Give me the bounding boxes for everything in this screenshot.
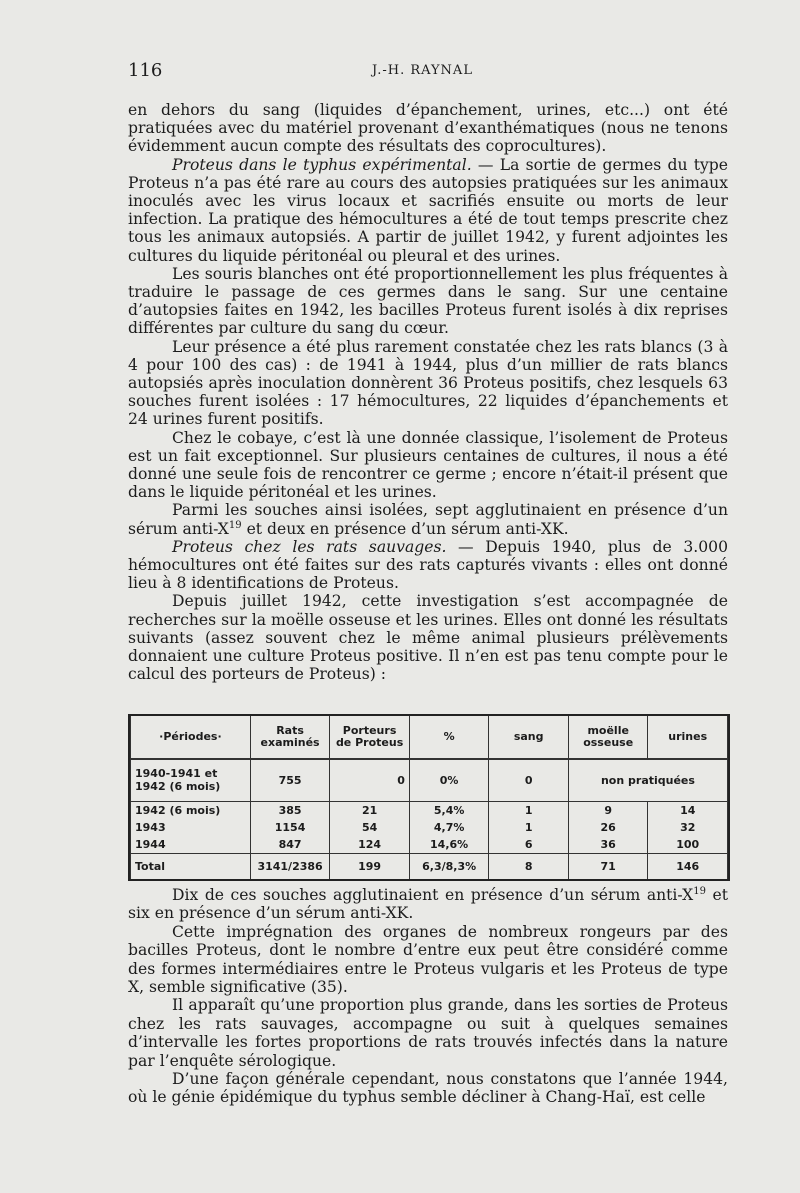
header-rats: Rats examinés	[250, 716, 330, 759]
superscript: 19	[693, 885, 706, 897]
cell-percent: 0%	[409, 759, 489, 801]
paragraph	[128, 156, 728, 265]
cell-percent: 14,6%	[409, 836, 489, 854]
paragraph-text: Dix de ces souches agglutinaient en présence d’un sérum anti-X	[172, 886, 694, 904]
paragraph-text: — Depuis 1940, plus de 3.000 hémocultures ont été faites sur des rats capturés vivants : elles ont donné lieu à 8 identifications de Proteus.	[128, 537, 729, 593]
table-row	[131, 836, 728, 854]
superscript: 19	[228, 519, 242, 531]
cell-rats: 1154	[250, 819, 330, 836]
cell-porteurs: 0	[330, 759, 410, 801]
paragraph-text: — La sortie de germes du type Proteus n’a pas été rare au cours des autopsies pratiquées sur les animaux inoculés avec les virus locaux et sacrifiés ensuite ou morts de leur infection. La pratique des hémocultures a été de tout temps prescrite chez tous les animaux autopsiés. A partir de juillet 1942, y furent adjointes les cultures du liquide péritonéal ou pleural et des urines.	[128, 155, 728, 265]
cell-period: 1940-1941 et 1942 (6 mois)	[131, 759, 251, 801]
cell-urines: 100	[648, 836, 728, 854]
header-periodes: ·Périodes·	[131, 716, 251, 759]
cell-moelle: 71	[568, 853, 648, 879]
body-text-upper	[128, 101, 728, 684]
cell-porteurs: 199	[330, 853, 410, 879]
body-text-lower	[128, 886, 728, 1107]
cell-period: Total	[131, 853, 251, 879]
cell-porteurs: 21	[330, 801, 410, 819]
header-sang: sang	[489, 716, 569, 759]
table-row	[131, 819, 728, 836]
cell-sang: 1	[489, 801, 569, 819]
cell-sang: 1	[489, 819, 569, 836]
paragraph: Depuis juillet 1942, cette investigation s’est accompagnée de recherches sur la moëlle osseuse et les urines. Elles ont donné les résultats suivants (assez souvent chez le même animal plusieurs prélèvements donnaient une culture Proteus positive. Il n’en est pas tenu compte pour le calcul des porteurs de Proteus) :	[128, 592, 728, 684]
header-porteurs: Porteurs de Proteus	[330, 716, 410, 759]
table-row-total	[131, 853, 728, 879]
table-row	[131, 801, 728, 819]
paragraph	[128, 538, 728, 593]
paragraph: Les souris blanches ont été proportionnellement les plus fréquentes à traduire le passage de ces germes dans le sang. Sur une centaine d’autopsies faites en 1942, les bacilles Proteus furent isolés à dix reprises différentes par culture du sang du cœur.	[128, 264, 728, 338]
cell-moelle: 26	[568, 819, 648, 836]
cell-sang: 6	[489, 836, 569, 854]
header-moelle: moëlle osseuse	[568, 716, 648, 759]
paragraph: Cette imprégnation des organes de nombreux rongeurs par des bacilles Proteus, dont le nombre d’entre eux peut être considéré comme des formes intermédiaires entre le Proteus vulgaris et les Proteus de type X, semble significative (35).	[128, 922, 728, 997]
section-title: Proteus chez les rats sauvages.	[172, 537, 447, 556]
cell-percent: 6,3/8,3%	[409, 853, 489, 879]
table-row	[131, 759, 728, 801]
paragraph: Leur présence a été plus rarement constatée chez les rats blancs (3 à 4 pour 100 des cas) : de 1941 à 1944, plus d’un millier de rats blancs autopsiés après inoculation donnèrent 36 Proteus positifs, chez lesquels 63 souches furent isolées : 17 hémocultures, 22 liquides d’épanchements et 24 urines furent positifs.	[128, 337, 728, 429]
cell-period: 1942 (6 mois)	[131, 801, 251, 819]
cell-percent: 4,7%	[409, 819, 489, 836]
cell-urines: 146	[648, 853, 728, 879]
paragraph: Il apparaît qu’une proportion plus grande, dans les sorties de Proteus chez les rats sauvages, accompagne ou suit à quelques semaines d’intervalle les fortes proportions de rats trouvés infectés dans la nature par l’enquête sérologique.	[128, 996, 728, 1070]
page-header	[128, 60, 728, 84]
running-head: J.-H. RAYNAL	[372, 63, 473, 78]
paragraph-text: et six en présence d’un sérum anti-XK.	[128, 886, 728, 923]
cell-porteurs: 124	[330, 836, 410, 854]
cell-sang: 0	[489, 759, 569, 801]
cell-non-pratiquees: non pratiquées	[568, 759, 727, 801]
header-urines: urines	[648, 716, 728, 759]
paragraph	[128, 501, 728, 537]
cell-period: 1944	[131, 836, 251, 854]
cell-percent: 5,4%	[409, 801, 489, 819]
paragraph: Chez le cobaye, c’est là une donnée classique, l’isolement de Proteus est un fait exceptionnel. Sur plusieurs centaines de cultures, il nous a été donné une seule fois de rencontrer ce germe ; encore n’était-il présent que dans le liquide péritonéal et les urines.	[128, 428, 728, 502]
cell-urines: 14	[648, 801, 728, 819]
header-percent: %	[409, 716, 489, 759]
cell-rats: 755	[250, 759, 330, 801]
cell-moelle: 36	[568, 836, 648, 854]
cell-urines: 32	[648, 819, 728, 836]
cell-moelle: 9	[568, 801, 648, 819]
cell-rats: 3141/2386	[250, 853, 330, 879]
cell-rats: 385	[250, 801, 330, 819]
cell-sang: 8	[489, 853, 569, 879]
paragraph	[128, 886, 728, 923]
paragraph: D’une façon générale cependant, nous constatons que l’année 1944, où le génie épidémique du typhus semble décliner à Chang-Haï, est celle	[128, 1070, 728, 1107]
section-title: Proteus dans le typhus expérimental.	[172, 155, 472, 174]
paragraph-text: et deux en présence d’un sérum anti-XK.	[241, 519, 569, 538]
page-number: 116	[128, 60, 163, 81]
paragraph-text: Parmi les souches ainsi isolées, sept agglutinaient en présence d’un sérum anti-X	[128, 501, 728, 538]
cell-porteurs: 54	[330, 819, 410, 836]
cell-period: 1943	[131, 819, 251, 836]
cell-rats: 847	[250, 836, 330, 854]
results-table	[128, 714, 730, 881]
paragraph: en dehors du sang (liquides d’épanchement, urines, etc...) ont été pratiquées avec du matériel provenant d’exanthématiques (nous ne tenons évidemment aucun compte des résultats des coprocultures).	[128, 101, 728, 156]
